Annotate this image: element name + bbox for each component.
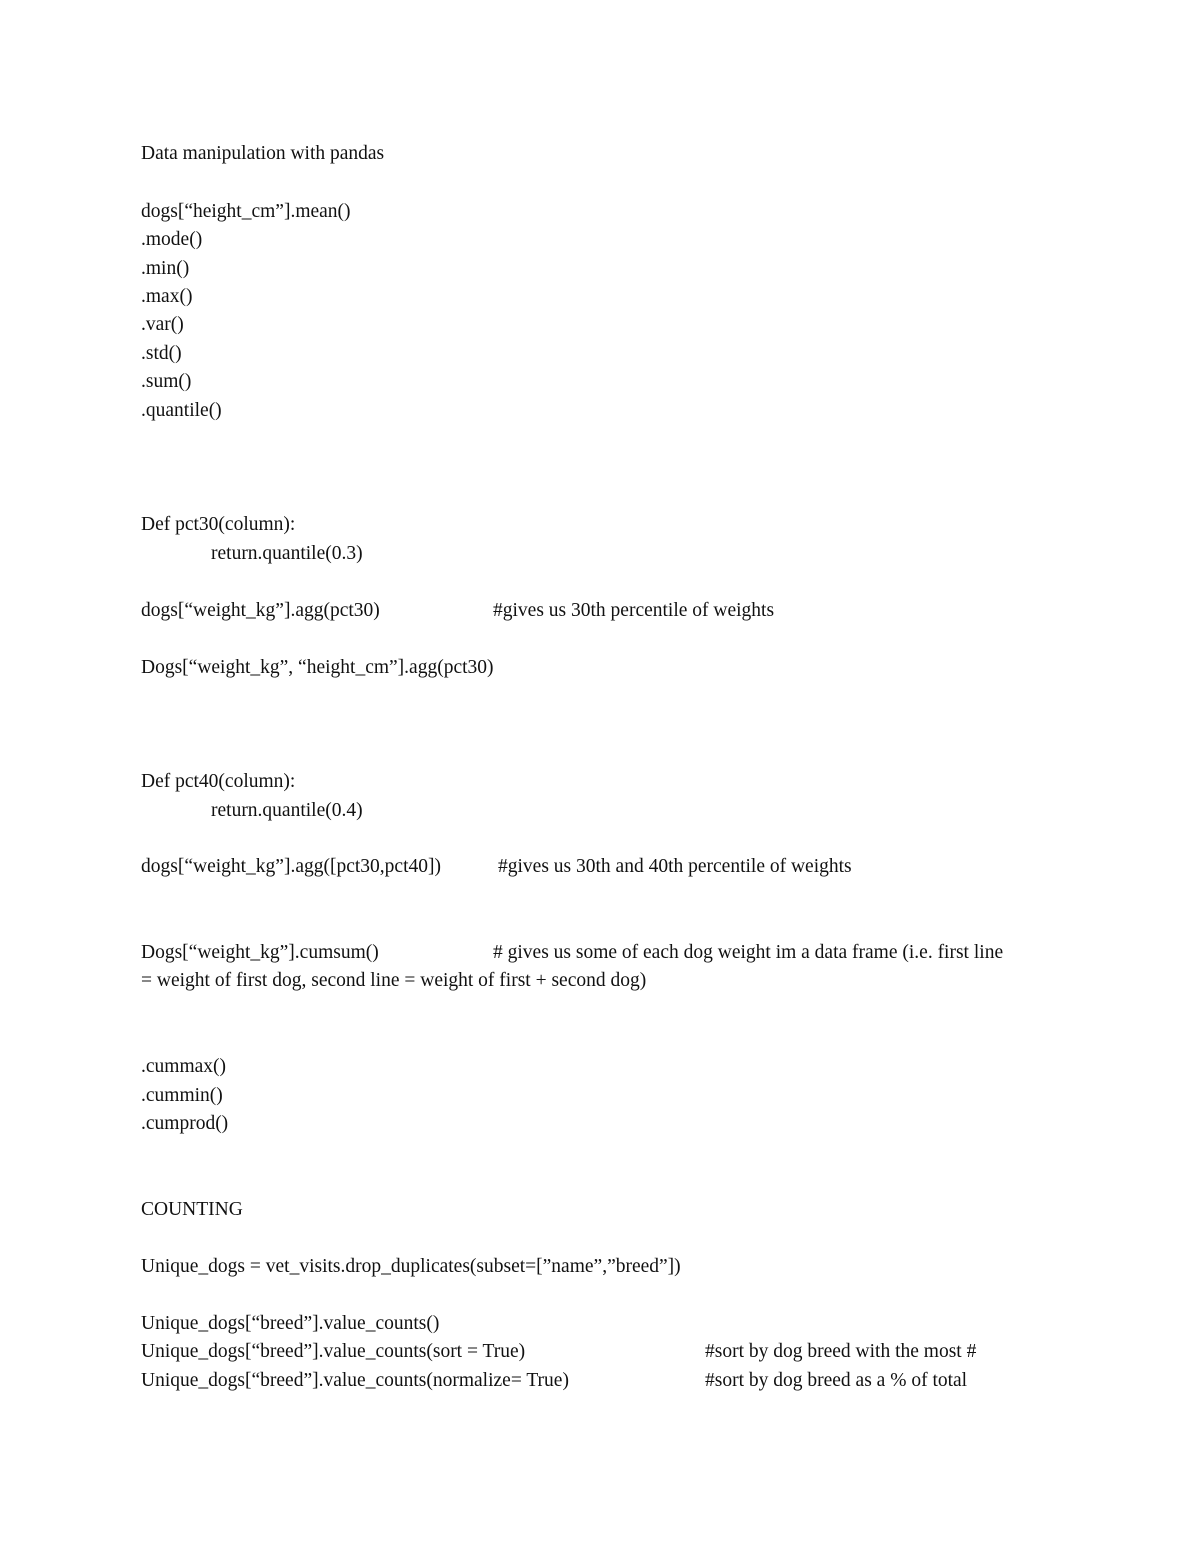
- code-line-max: .max(): [141, 286, 193, 307]
- cumsum-code: Dogs[“weight_kg”].cumsum(): [141, 942, 379, 963]
- value-counts-sort-comment: #sort by dog breed with the most #: [705, 1341, 977, 1362]
- agg-multi-cols-code: Dogs[“weight_kg”, “height_cm”].agg(pct30): [141, 657, 494, 678]
- cumsum-comment-line2: = weight of first dog, second line = weight of first + second dog): [141, 970, 647, 991]
- value-counts-normalize-code: Unique_dogs[“breed”].value_counts(normalize= True): [141, 1370, 569, 1391]
- unique-dogs-code: Unique_dogs = vet_visits.drop_duplicates(subset=[”name”,”breed”]): [141, 1256, 681, 1277]
- code-line-std: .std(): [141, 343, 182, 364]
- value-counts-normalize-comment: #sort by dog breed as a % of total: [705, 1370, 968, 1391]
- code-line-mode: .mode(): [141, 229, 203, 250]
- agg-pct30-comment: #gives us 30th percentile of weights: [493, 600, 775, 621]
- agg-multi-funcs-code: dogs[“weight_kg”].agg([pct30,pct40]): [141, 856, 441, 877]
- code-line-mean: dogs[“height_cm”].mean(): [141, 201, 351, 222]
- agg-multi-funcs-comment: #gives us 30th and 40th percentile of weights: [498, 856, 852, 877]
- counting-heading: COUNTING: [141, 1199, 243, 1220]
- value-counts-plain: Unique_dogs[“breed”].value_counts(): [141, 1313, 440, 1334]
- pct40-return-line: return.quantile(0.4): [211, 800, 363, 821]
- code-line-cummin: .cummin(): [141, 1085, 223, 1106]
- agg-pct30-code: dogs[“weight_kg”].agg(pct30): [141, 600, 380, 621]
- pct40-def-line: Def pct40(column):: [141, 771, 296, 792]
- pct30-def-line: Def pct30(column):: [141, 514, 296, 535]
- cumsum-comment-line1: # gives us some of each dog weight im a data frame (i.e. first line: [493, 942, 1004, 963]
- pct30-return-line: return.quantile(0.3): [211, 543, 363, 564]
- code-line-min: .min(): [141, 258, 190, 279]
- document-title: Data manipulation with pandas: [141, 143, 385, 164]
- value-counts-sort-code: Unique_dogs[“breed”].value_counts(sort = True): [141, 1341, 526, 1362]
- code-line-cumprod: .cumprod(): [141, 1113, 229, 1134]
- code-line-var: .var(): [141, 314, 184, 335]
- code-line-sum: .sum(): [141, 371, 192, 392]
- code-line-quantile: .quantile(): [141, 400, 222, 421]
- code-line-cummax: .cummax(): [141, 1056, 227, 1077]
